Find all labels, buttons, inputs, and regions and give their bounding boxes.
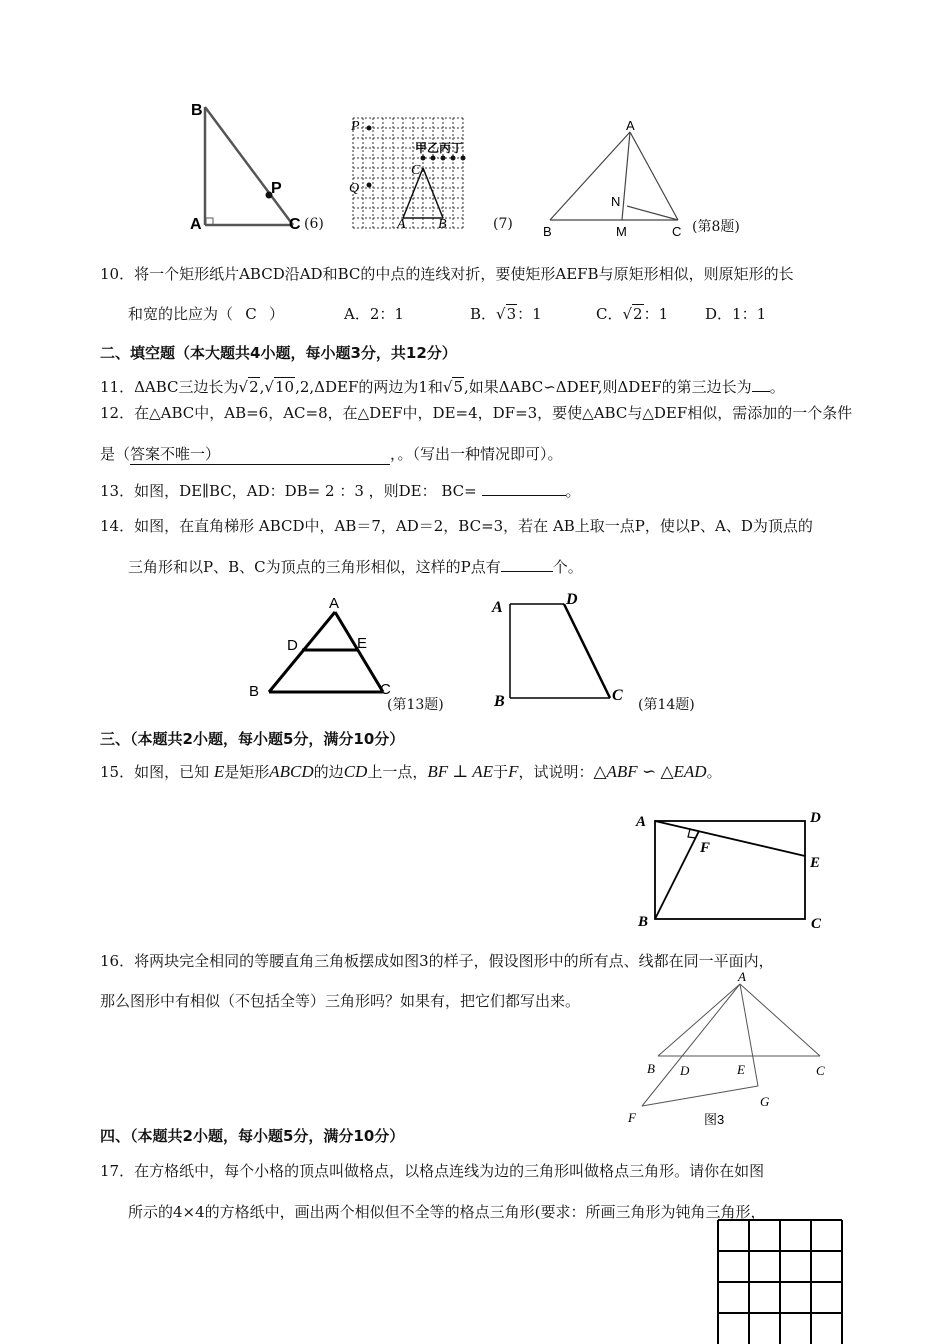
fig16-label-f: F xyxy=(628,1110,636,1125)
q10-answer: C xyxy=(245,305,257,323)
fig14-label-c: C xyxy=(612,687,623,704)
fig15-label-a: A xyxy=(636,814,647,830)
fig7-label-q: Q xyxy=(349,181,360,196)
q16-line2: 那么图形中有相似（不包括全等）三角形吗？如果有，把它们都写出来。 xyxy=(100,992,581,1010)
figure-17-4x4-grid xyxy=(716,1218,846,1344)
fig8-label-c: C xyxy=(672,224,682,239)
fig16-label-c: C xyxy=(816,1063,825,1078)
fig16-label-b: B xyxy=(647,1061,655,1076)
figure-15-rectangle xyxy=(628,806,833,934)
fig6-label-a: A xyxy=(190,216,202,233)
fig8-caption: (第8题) xyxy=(692,219,740,235)
fig8-label-m: M xyxy=(616,224,627,239)
q13: 13．如图，DE∥BC，AD：DB= 2 ：3 ，则DE： BC= 。 xyxy=(100,482,581,500)
q10-line2 xyxy=(128,303,284,324)
fig6-label-p: P xyxy=(271,180,282,197)
fig13-label-a: A xyxy=(329,595,340,612)
q10-option-a: A．2：1 xyxy=(344,305,404,323)
fig13-label-e: E xyxy=(357,635,368,652)
q10-option-d: D．1：1 xyxy=(705,305,767,323)
fig15-label-b: B xyxy=(638,914,649,930)
figure-7-grid xyxy=(345,110,475,235)
q10-option-b: B．√3：1 xyxy=(470,305,542,323)
fig7-label-a: A xyxy=(397,217,406,232)
q14-line2: 三角形和以P、B、C为顶点的三角形相似，这样的P点有 个。 xyxy=(128,558,583,576)
fig7-label-b: B xyxy=(438,217,447,232)
q12-line1: 12．在△ABC中，AB=6，AC=8，在△DEF中，DE=4，DF=3，要使△ABC与△DEF相似，需添加的一个条件 xyxy=(100,404,853,422)
fig13-label-b: B xyxy=(249,683,260,700)
q10-option-c: C．√2：1 xyxy=(596,305,669,323)
fig6-label-c: C xyxy=(289,216,301,233)
fig16-label-d: D xyxy=(680,1063,690,1078)
fig16-label-g: G xyxy=(760,1094,770,1109)
q12-note: 答案不唯一） xyxy=(130,445,221,463)
fig8-label-a: A xyxy=(626,118,635,133)
q14-line1: 14．如图，在直角梯形 ABCD中，AB＝7，AD＝2，BC=3，若在 AB上取一点P，使以P、A、D为顶点的 xyxy=(100,517,813,535)
fig15-label-e: E xyxy=(810,855,821,871)
fig14-caption: (第14题) xyxy=(638,697,695,713)
q11: 11．ΔABC三边长为√2,√10,2,ΔDEF的两边为1和√5,如果ΔABC∽ΔDEF,则ΔDEF的第三边长为 。 xyxy=(100,378,785,396)
section-2-title: 二、填空题（本大题共4小题，每小题3分，共12分） xyxy=(100,344,457,362)
fig13-label-d: D xyxy=(287,637,298,654)
fig13-label-c: C xyxy=(380,681,391,698)
q10-suffix: ） xyxy=(269,305,285,323)
fig8-label-b: B xyxy=(543,224,552,239)
q16-line1: 16．将两块完全相同的等腰直角三角板摆成如图3的样子，假设图形中的所有点、线都在同一平面内， xyxy=(100,952,774,970)
fig7-caption: (7) xyxy=(493,216,513,232)
figure-8-triangle xyxy=(540,118,690,240)
fig15-label-c: C xyxy=(811,916,822,932)
fig16-label-e: E xyxy=(737,1062,745,1077)
fig13-caption: (第13题) xyxy=(387,697,444,713)
fig6-label-b: B xyxy=(191,102,203,119)
fig15-label-f: F xyxy=(700,840,711,856)
fig7-label-p: P xyxy=(351,119,360,134)
fig7-top-labels: 甲乙丙丁 xyxy=(415,141,464,155)
fig8-label-n: N xyxy=(611,194,621,209)
q15: 15．如图，已知 E是矩形ABCD的边CD上一点，BF ⊥ AE于F，试说明：△ABF ∽ △EAD。 xyxy=(100,762,722,781)
section-3-title: 三、（本题共2小题，每小题5分，满分10分） xyxy=(100,730,405,748)
fig15-label-d: D xyxy=(810,810,821,826)
figure-16-set-squares xyxy=(620,966,840,1130)
fig14-label-a: A xyxy=(492,599,503,616)
q10-prefix: 和宽的比应为（ xyxy=(128,305,234,323)
figure-13-triangle xyxy=(245,592,405,707)
q12-line2: 是（答案不唯一） ，。（写出一种情况即可）。 xyxy=(100,445,563,463)
q10-line1: 10．将一个矩形纸片ABCD沿AD和BC的中点的连线对折，要使矩形AEFB与原矩形相似，则原矩形的长 xyxy=(100,265,794,283)
q17-line1: 17．在方格纸中，每个小格的顶点叫做格点，以格点连线为边的三角形叫做格点三角形。请你在如图 xyxy=(100,1162,765,1180)
fig16-label-a: A xyxy=(738,969,746,984)
fig16-caption: 图3 xyxy=(704,1112,725,1127)
fig14-label-d: D xyxy=(566,591,578,608)
figure-6-right-triangle xyxy=(185,95,325,235)
q17-line2: 所示的4×4的方格纸中，画出两个相似但不全等的格点三角形(要求：所画三角形为钝角三角形， xyxy=(128,1203,766,1221)
section-4-title: 四、（本题共2小题，每小题5分，满分10分） xyxy=(100,1127,405,1145)
fig6-caption: (6) xyxy=(304,216,324,232)
figure-14-trapezoid xyxy=(488,588,638,713)
fig7-label-c: C xyxy=(411,163,421,178)
fig14-label-b: B xyxy=(494,693,505,710)
